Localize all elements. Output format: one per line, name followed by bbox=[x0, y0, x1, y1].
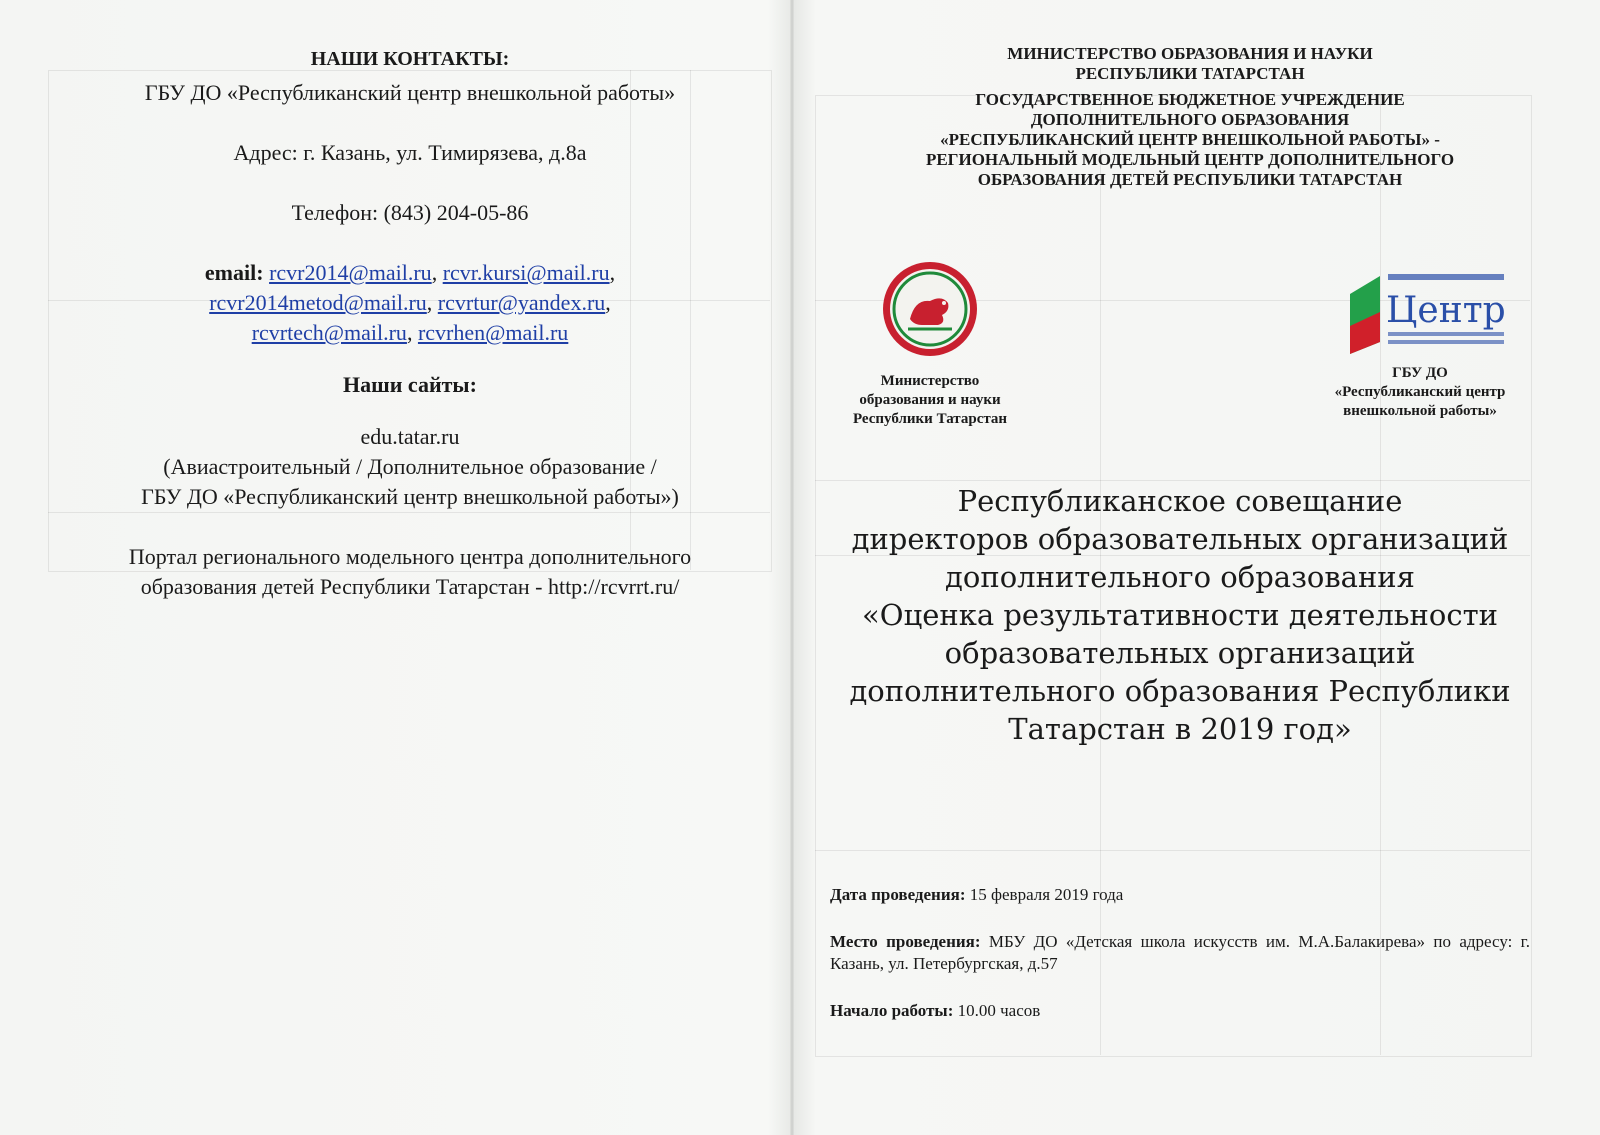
event-start bbox=[830, 1000, 1530, 1022]
caption-line: образования и науки bbox=[859, 392, 1001, 408]
event-title-line: дополнительного образования Республики bbox=[849, 674, 1511, 708]
bleed-through-line bbox=[815, 850, 1530, 851]
address: Адрес: г. Казань, ул. Тимирязева, д.8а bbox=[233, 140, 587, 165]
sites-heading: Наши сайты: bbox=[343, 372, 477, 397]
phone: Телефон: (843) 204-05-86 bbox=[291, 200, 529, 225]
ministry-line: МИНИСТЕРСТВО ОБРАЗОВАНИЯ И НАУКИ bbox=[1007, 44, 1373, 63]
caption-line: «Республиканский центр bbox=[1334, 384, 1506, 400]
email-link-3[interactable]: rcvr2014metod@mail.ru bbox=[209, 290, 427, 315]
date-label: Дата проведения: bbox=[830, 885, 966, 904]
title-page bbox=[830, 44, 1550, 1020]
spacer bbox=[40, 400, 780, 422]
email-label: email: bbox=[204, 260, 264, 285]
event-place bbox=[830, 931, 1530, 975]
event-title-line: Татарстан в 2019 год» bbox=[1008, 712, 1352, 746]
institution-line: РЕГИОНАЛЬНЫЙ МОДЕЛЬНЫЙ ЦЕНТР ДОПОЛНИТЕЛЬНОГО bbox=[925, 150, 1455, 169]
caption-line: Министерство bbox=[880, 373, 980, 389]
event-details bbox=[830, 884, 1530, 1047]
site-path-line-2: ГБУ ДО «Республиканский центр внешкольной работы») bbox=[141, 484, 679, 509]
tatarstan-emblem-icon bbox=[880, 259, 980, 359]
ministry-line: РЕСПУБЛИКИ ТАТАРСТАН bbox=[1075, 64, 1305, 83]
ministry-name bbox=[830, 44, 1550, 84]
spacer bbox=[40, 168, 780, 198]
ministry-logo-caption bbox=[830, 372, 1030, 429]
spacer bbox=[40, 228, 780, 258]
contacts-heading: НАШИ КОНТАКТЫ: bbox=[310, 48, 510, 70]
institution-line: ГОСУДАРСТВЕННОЕ БЮДЖЕТНОЕ УЧРЕЖДЕНИЕ bbox=[975, 90, 1405, 109]
start-value: 10.00 часов bbox=[957, 1001, 1041, 1020]
start-label: Начало работы: bbox=[830, 1001, 954, 1020]
email-link-2[interactable]: rcvr.kursi@mail.ru bbox=[442, 260, 610, 285]
email-link-5[interactable]: rcvrtech@mail.ru bbox=[251, 320, 407, 345]
email-link-6[interactable]: rcvrhen@mail.ru bbox=[417, 320, 569, 345]
email-block: email: rcvr2014@mail.ru, rcvr.kursi@mail.ru, rcvr2014metod@mail.ru, rcvrtur@yandex.ru, rcvrtech@mail.ru, rcvrhen@mail.ru bbox=[204, 260, 616, 345]
spacer bbox=[40, 512, 780, 542]
institution-line: ДОПОЛНИТЕЛЬНОГО ОБРАЗОВАНИЯ bbox=[1030, 110, 1350, 129]
center-logo-caption bbox=[1300, 364, 1540, 421]
institution-line: «РЕСПУБЛИКАНСКИЙ ЦЕНТР ВНЕШКОЛЬНОЙ РАБОТЫ» - bbox=[940, 130, 1440, 149]
caption-line: ГБУ ДО bbox=[1392, 365, 1448, 381]
place-label: Место проведения: bbox=[830, 932, 981, 951]
site-url: edu.tatar.ru bbox=[360, 424, 460, 449]
org-name: ГБУ ДО «Республиканский центр внешкольной работы» bbox=[144, 80, 676, 105]
portal-line-1: Портал регионального модельного центра дополнительного bbox=[128, 544, 692, 569]
event-title-line: дополнительного образования bbox=[945, 560, 1415, 594]
center-logo-word: Центр bbox=[1386, 290, 1506, 331]
center-logo-icon bbox=[1340, 254, 1520, 364]
event-title-line: Республиканское совещание bbox=[957, 484, 1403, 518]
event-title-line: «Оценка результативности деятельности bbox=[862, 598, 1498, 632]
institution-name bbox=[830, 90, 1550, 190]
caption-line: Республики Татарстан bbox=[852, 411, 1008, 427]
page-fold bbox=[790, 0, 794, 1135]
contacts-page bbox=[40, 44, 780, 602]
bleed-through-line bbox=[815, 480, 1530, 481]
event-title-line: директоров образовательных организаций bbox=[851, 522, 1509, 556]
date-value: 15 февраля 2019 года bbox=[969, 885, 1124, 904]
place-value: МБУ ДО «Детская школа искусств им. М.А.Балакирева» по адресу: г. Казань, ул. Петербургская, д.57 bbox=[830, 932, 1530, 973]
caption-line: внешкольной работы» bbox=[1343, 403, 1497, 419]
site-path-line-1: (Авиастроительный / Дополнительное образование / bbox=[163, 454, 657, 479]
event-title bbox=[830, 482, 1530, 748]
spacer bbox=[40, 108, 780, 138]
spacer bbox=[40, 348, 780, 370]
email-link-4[interactable]: rcvrtur@yandex.ru bbox=[437, 290, 606, 315]
email-link-1[interactable]: rcvr2014@mail.ru bbox=[269, 260, 432, 285]
institution-line: ОБРАЗОВАНИЯ ДЕТЕЙ РЕСПУБЛИКИ ТАТАРСТАН bbox=[977, 170, 1403, 189]
event-date bbox=[830, 884, 1530, 906]
organization-header bbox=[830, 44, 1550, 190]
event-title-line: образовательных организаций bbox=[944, 636, 1416, 670]
portal-line-2: образования детей Республики Татарстан - http://rcvrrt.ru/ bbox=[140, 574, 680, 599]
